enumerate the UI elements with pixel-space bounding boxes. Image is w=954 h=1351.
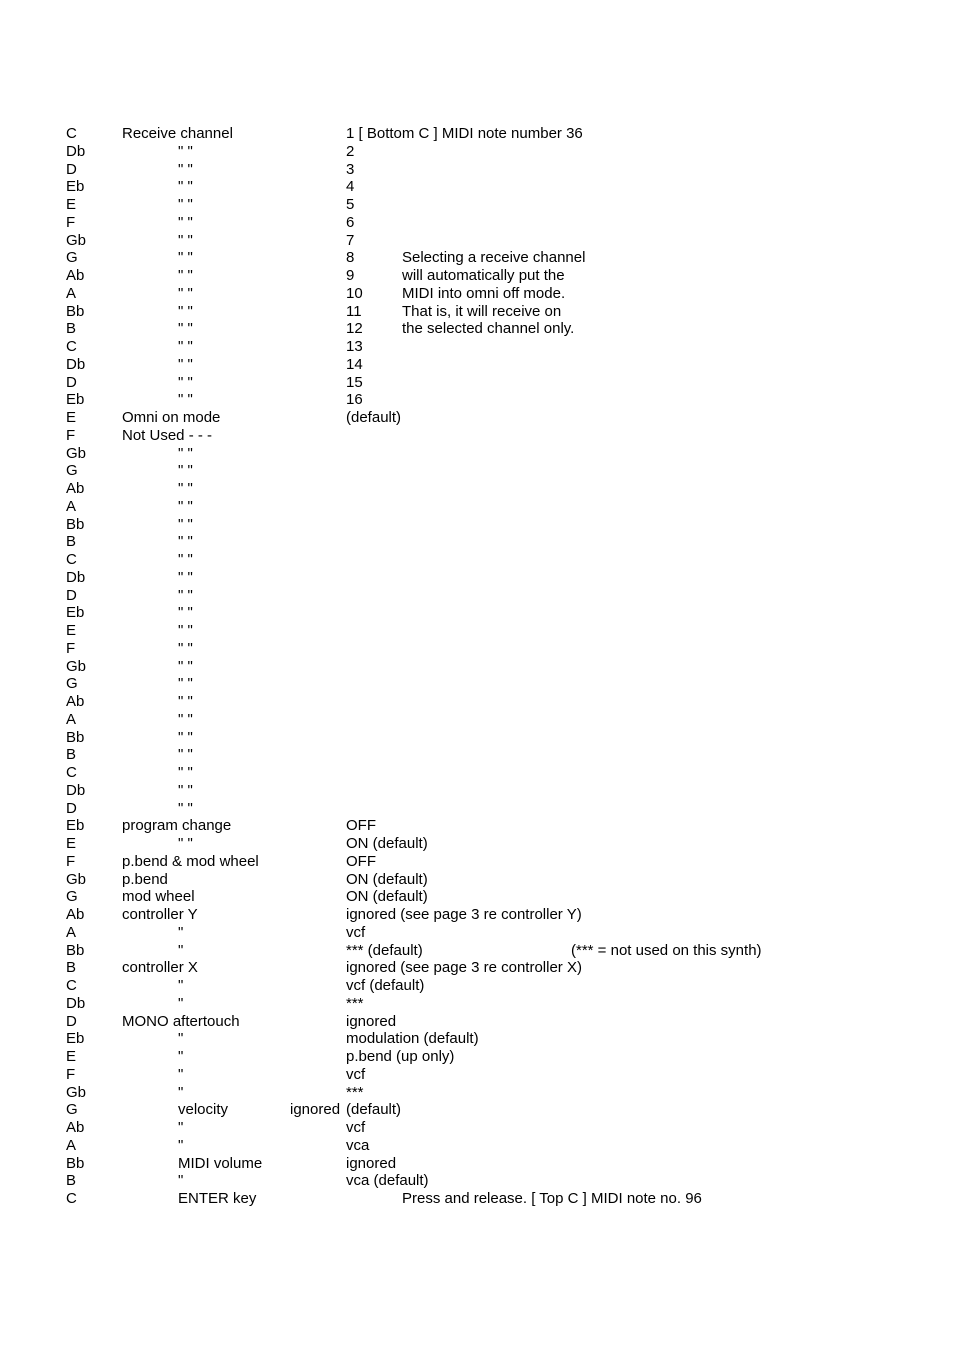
note-name: D (66, 586, 77, 604)
table-row (0, 693, 954, 711)
function-label: Receive channel (122, 125, 233, 142)
table-row (0, 285, 954, 303)
ditto-or-sub-function: " " (178, 568, 193, 586)
ditto-or-sub-function: " " (178, 657, 193, 675)
ditto-or-sub-function: " " (178, 746, 193, 764)
ditto-or-sub-function: " " (178, 160, 193, 178)
table-row (0, 427, 954, 445)
ditto-or-sub-function: " " (178, 231, 193, 249)
table-row (0, 729, 954, 747)
note-name: A (66, 497, 77, 515)
ditto-or-sub-function: " " (178, 781, 193, 799)
note-name: A (66, 1136, 77, 1154)
ditto-or-sub-function: " " (178, 213, 193, 231)
ditto-or-sub-function: " " (178, 178, 193, 196)
ditto-or-sub-function: " " (178, 444, 193, 462)
ditto-or-sub-function: " " (178, 799, 193, 817)
table-row (0, 1030, 954, 1048)
ditto-or-sub-function: MIDI volume (178, 1154, 263, 1172)
note-name: A (66, 923, 77, 941)
ditto-or-sub-function: " " (178, 515, 193, 533)
note-name: Ab (66, 906, 85, 923)
function-label: mod wheel (122, 888, 195, 906)
ditto-or-sub-function: " " (178, 142, 193, 160)
table-row (0, 711, 954, 729)
table-row (0, 871, 954, 889)
note-name: F (66, 213, 76, 231)
table-row (0, 959, 954, 977)
ditto-or-sub-function: " (178, 1030, 184, 1048)
ditto-or-sub-function: " " (178, 462, 193, 480)
note-name: B (66, 746, 77, 764)
comment-text: MIDI into omni off mode. (402, 284, 566, 302)
table-row (0, 232, 954, 250)
table-row (0, 1013, 954, 1031)
setting-value: ON (default) (346, 835, 428, 852)
setting-value: 2 (346, 142, 355, 160)
table-row (0, 178, 954, 196)
table-row (0, 143, 954, 161)
ditto-or-sub-function: " " (178, 267, 193, 284)
note-name: Ab (66, 1119, 85, 1136)
note-name: C (66, 125, 77, 142)
setting-value: ON (default) (346, 870, 428, 888)
note-name: Ab (66, 267, 85, 284)
note-name: D (66, 799, 77, 817)
table-row (0, 622, 954, 640)
footnote-text: (*** = not used on this synth) (571, 941, 762, 959)
table-row (0, 409, 954, 427)
note-name: Gb (66, 444, 87, 462)
ditto-or-sub-function: " " (178, 284, 193, 302)
note-name: Db (66, 355, 86, 373)
ditto-or-sub-function: " " (178, 728, 193, 746)
note-name: E (66, 835, 77, 852)
function-label: Omni on mode (122, 409, 221, 426)
table-row (0, 356, 954, 374)
table-row (0, 1155, 954, 1173)
table-row (0, 640, 954, 658)
ditto-or-sub-function: " " (178, 693, 193, 710)
table-row (0, 764, 954, 782)
note-name: Gb (66, 1083, 87, 1101)
setting-value: 12 (346, 320, 363, 338)
ditto-or-sub-function: " " (178, 320, 193, 338)
setting-value: 16 (346, 391, 363, 409)
note-name: Ab (66, 480, 85, 497)
table-row (0, 551, 954, 569)
table-row (0, 604, 954, 622)
ditto-or-sub-function: " " (178, 391, 193, 409)
table-row (0, 746, 954, 764)
setting-value: ignored (see page 3 re controller X) (346, 959, 582, 977)
note-name: Db (66, 994, 86, 1012)
setting-value: vcf (default) (346, 977, 425, 994)
note-name: G (66, 1101, 78, 1119)
ditto-or-sub-function: " (178, 1172, 184, 1190)
table-row (0, 1172, 954, 1190)
ditto-or-sub-function: " (178, 1136, 184, 1154)
ditto-or-sub-function: " " (178, 338, 193, 355)
note-name: E (66, 622, 77, 639)
table-row (0, 480, 954, 498)
note-name: Eb (66, 604, 85, 622)
ditto-or-sub-function: " " (178, 710, 193, 728)
setting-value: vca (346, 1136, 370, 1154)
ditto-or-sub-function: " " (178, 764, 193, 781)
setting-value: OFF (346, 817, 376, 835)
function-label: program change (122, 817, 232, 835)
note-name: B (66, 320, 77, 338)
note-name: F (66, 639, 76, 657)
setting-value: *** (346, 994, 364, 1012)
table-row (0, 977, 954, 995)
setting-value: OFF (346, 852, 376, 870)
table-row (0, 1101, 954, 1119)
note-name: Gb (66, 870, 87, 888)
note-name: Gb (66, 231, 87, 249)
ditto-or-sub-function: ENTER key (178, 1190, 257, 1207)
note-name: C (66, 764, 77, 781)
ditto-or-sub-function: " " (178, 675, 193, 693)
note-name: Eb (66, 178, 85, 196)
function-label: Not Used - - - (122, 426, 213, 444)
ditto-or-sub-function: " " (178, 533, 193, 551)
ditto-or-sub-function: " " (178, 622, 193, 639)
table-row (0, 249, 954, 267)
setting-value: vcf (346, 1119, 366, 1136)
setting-value: ignored (346, 1154, 397, 1172)
setting-value: (default) (346, 1101, 402, 1119)
setting-value: 5 (346, 196, 355, 213)
note-name: B (66, 1172, 77, 1190)
table-row (0, 1190, 954, 1208)
function-label: controller Y (122, 906, 198, 923)
note-name: Bb (66, 1154, 85, 1172)
table-row (0, 906, 954, 924)
setting-value: 3 (346, 160, 355, 178)
ditto-or-sub-function: " (178, 994, 184, 1012)
note-name: C (66, 977, 77, 994)
table-row (0, 1084, 954, 1102)
ditto-or-sub-function: " " (178, 249, 193, 267)
extra-value: ignored (290, 1101, 341, 1119)
table-row (0, 498, 954, 516)
setting-value: vcf (346, 1065, 366, 1083)
note-name: B (66, 533, 77, 551)
table-row (0, 267, 954, 285)
note-name: D (66, 1012, 77, 1030)
setting-value: 10 (346, 284, 363, 302)
note-name: Db (66, 781, 86, 799)
table-row (0, 782, 954, 800)
note-name: E (66, 1048, 77, 1065)
note-name: Eb (66, 817, 85, 835)
setting-value: 6 (346, 213, 355, 231)
setting-value: ON (default) (346, 888, 428, 906)
ditto-or-sub-function: " " (178, 551, 193, 568)
note-name: Gb (66, 657, 87, 675)
note-name: Bb (66, 728, 85, 746)
comment-text: Press and release. [ Top C ] MIDI note no. 96 (402, 1190, 702, 1207)
table-row (0, 391, 954, 409)
note-name: E (66, 409, 77, 426)
ditto-or-sub-function: " " (178, 497, 193, 515)
table-row (0, 569, 954, 587)
table-row (0, 533, 954, 551)
setting-value: 8 (346, 249, 355, 267)
setting-value: p.bend (up only) (346, 1048, 455, 1065)
ditto-or-sub-function: " (178, 1119, 184, 1136)
function-label: p.bend (122, 870, 168, 888)
setting-value: 15 (346, 373, 363, 391)
table-row (0, 1066, 954, 1084)
note-name: B (66, 959, 77, 977)
table-row (0, 1048, 954, 1066)
ditto-or-sub-function: " (178, 1083, 184, 1101)
setting-value: 7 (346, 231, 355, 249)
note-name: Bb (66, 515, 85, 533)
setting-value: *** (346, 1083, 364, 1101)
note-name: G (66, 462, 78, 480)
table-row (0, 924, 954, 942)
table-row (0, 320, 954, 338)
setting-value: ignored (see page 3 re controller Y) (346, 906, 582, 923)
table-row (0, 462, 954, 480)
table-row (0, 800, 954, 818)
table-row (0, 942, 954, 960)
table-row (0, 817, 954, 835)
note-name: Ab (66, 693, 85, 710)
note-name: Db (66, 568, 86, 586)
note-name: G (66, 675, 78, 693)
setting-value: modulation (default) (346, 1030, 479, 1048)
table-row (0, 196, 954, 214)
note-name: E (66, 196, 77, 213)
note-name: G (66, 888, 78, 906)
table-row (0, 888, 954, 906)
setting-value: 11 (346, 302, 362, 320)
note-name: F (66, 1065, 76, 1083)
ditto-or-sub-function: " " (178, 373, 193, 391)
table-row (0, 1137, 954, 1155)
setting-value: 4 (346, 178, 355, 196)
comment-text: will automatically put the (402, 267, 565, 284)
table-row (0, 374, 954, 392)
note-name: C (66, 338, 77, 355)
note-name: F (66, 426, 76, 444)
ditto-or-sub-function: " (178, 1065, 184, 1083)
setting-value: 1 [ Bottom C ] MIDI note number 36 (346, 125, 583, 142)
table-row (0, 675, 954, 693)
table-row (0, 161, 954, 179)
ditto-or-sub-function: " " (178, 835, 193, 852)
ditto-or-sub-function: " (178, 941, 184, 959)
table-row (0, 445, 954, 463)
ditto-or-sub-function: " " (178, 639, 193, 657)
setting-value: (default) (346, 409, 402, 426)
table-row (0, 1119, 954, 1137)
comment-text: the selected channel only. (402, 320, 575, 338)
ditto-or-sub-function: " (178, 923, 184, 941)
ditto-or-sub-function: " (178, 1048, 184, 1065)
setting-value: vca (default) (346, 1172, 429, 1190)
function-label: p.bend & mod wheel (122, 852, 259, 870)
midi-note-function-table (0, 125, 954, 1208)
ditto-or-sub-function: " " (178, 302, 193, 320)
note-name: D (66, 160, 77, 178)
note-name: Eb (66, 1030, 85, 1048)
ditto-or-sub-function: velocity (178, 1101, 229, 1119)
note-name: Eb (66, 391, 85, 409)
setting-value: *** (default) (346, 941, 423, 959)
note-name: A (66, 710, 77, 728)
table-row (0, 835, 954, 853)
comment-text: That is, it will receive on (402, 302, 562, 320)
ditto-or-sub-function: " " (178, 355, 193, 373)
setting-value: vcf (346, 923, 366, 941)
table-row (0, 125, 954, 143)
table-row (0, 303, 954, 321)
ditto-or-sub-function: " " (178, 604, 193, 622)
setting-value: ignored (346, 1012, 397, 1030)
table-row (0, 587, 954, 605)
note-name: F (66, 852, 76, 870)
note-name: D (66, 373, 77, 391)
note-name: C (66, 551, 77, 568)
note-name: Bb (66, 302, 85, 320)
ditto-or-sub-function: " (178, 977, 184, 994)
note-name: Db (66, 142, 86, 160)
table-row (0, 853, 954, 871)
note-name: A (66, 284, 77, 302)
comment-text: Selecting a receive channel (402, 249, 586, 267)
function-label: MONO aftertouch (122, 1012, 240, 1030)
table-row (0, 338, 954, 356)
function-label: controller X (122, 959, 198, 977)
setting-value: 9 (346, 267, 355, 284)
table-row (0, 214, 954, 232)
note-name: G (66, 249, 78, 267)
ditto-or-sub-function: " " (178, 480, 193, 497)
ditto-or-sub-function: " " (178, 196, 193, 213)
table-row (0, 658, 954, 676)
ditto-or-sub-function: " " (178, 586, 193, 604)
table-row (0, 516, 954, 534)
note-name: Bb (66, 941, 85, 959)
setting-value: 14 (346, 355, 363, 373)
note-name: C (66, 1190, 77, 1207)
table-row (0, 995, 954, 1013)
setting-value: 13 (346, 338, 363, 355)
